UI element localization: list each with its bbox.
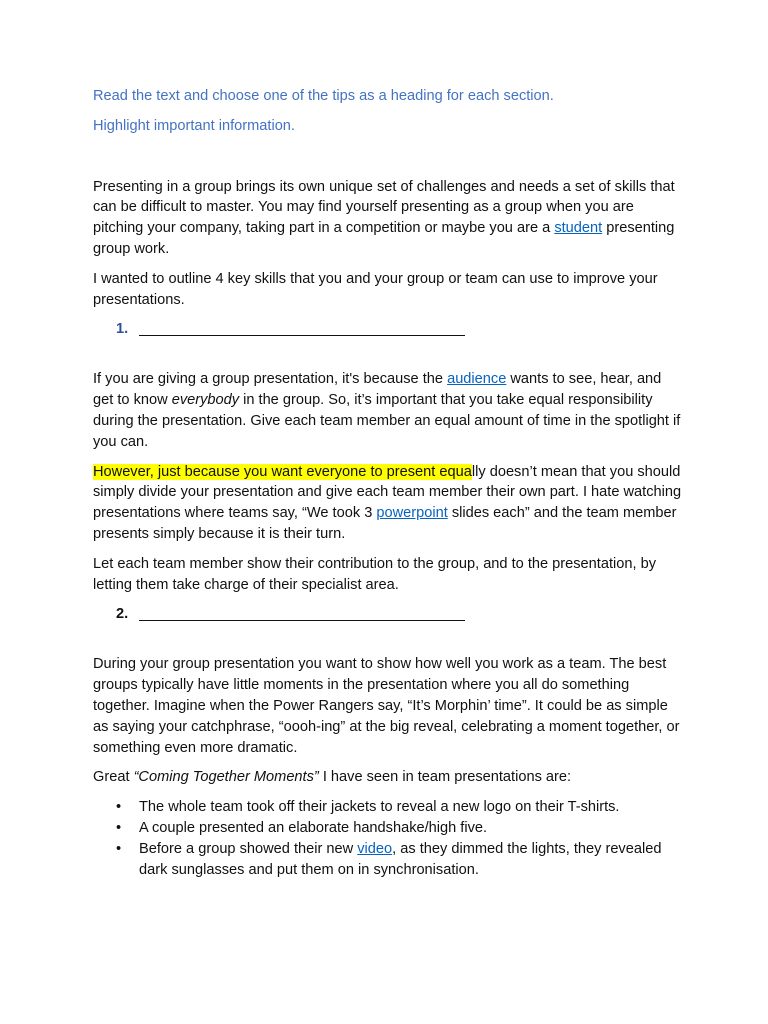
section1-text-a: If you are giving a group presentation, it's because the bbox=[93, 371, 448, 388]
document-content bbox=[93, 86, 683, 880]
powerpoint-link[interactable]: powerpoint bbox=[376, 505, 448, 522]
intro-paragraph-1 bbox=[93, 177, 683, 260]
section1-text-d: lly doesn’t mean that you should simply divide your presentation and give each team member their own part. I hate watching presentations where teams say, “We took 3 bbox=[93, 463, 682, 522]
section1-paragraph-1 bbox=[93, 369, 683, 452]
section2-text-a: Great bbox=[93, 769, 134, 786]
list-item bbox=[93, 818, 683, 839]
bullet-icon: • bbox=[116, 840, 122, 857]
intro-paragraph-2: I wanted to outline 4 key skills that you and your group or team can use to improve your presentations. bbox=[93, 270, 658, 308]
instruction-choose-tips: Read the text and choose one of the tips as a heading for each section. bbox=[93, 88, 554, 104]
list-item-text: A couple presented an elaborate handshake/high five. bbox=[139, 819, 488, 836]
intro-text: Presenting in a group brings its own unique set of challenges and needs a set of skills that can be difficult to master. You may find yourself presenting as a group when you are pitching your company, taking part in a competition or maybe you are a bbox=[93, 178, 675, 237]
section2-paragraph-2 bbox=[93, 767, 683, 788]
list-item-text: Before a group showed their new bbox=[139, 840, 358, 857]
list-item-text: The whole team took off their jackets to reveal a new logo on their T-shirts. bbox=[139, 799, 620, 816]
section1-paragraph-2 bbox=[93, 462, 683, 545]
section1-text-b: wants to see, hear, and get to know bbox=[93, 371, 662, 409]
section1-paragraph-3: Let each team member show their contribution to the group, and to the presentation, by letting them take charge of their specialist area. bbox=[93, 555, 657, 593]
section2-text-b: I have seen in team presentations are: bbox=[318, 769, 572, 786]
list-item bbox=[93, 839, 683, 881]
list-item bbox=[93, 797, 683, 818]
intro-text-end: presenting group work. bbox=[93, 220, 675, 257]
student-link[interactable]: student bbox=[554, 220, 603, 237]
section1-text-e: slides each” and the team member presents simply because it is their turn. bbox=[93, 505, 677, 542]
section1-text-c: in the group. So, it’s important that you take equal responsibility during the presentation. Give each team member an equal amount of time in the spotlight if you can. bbox=[93, 392, 681, 450]
section2-paragraph-1: During your group presentation you want to show how well you work as a team. The best groups typically have little moments in the presentation where you all do something together. Imagine when the Power Rangers say, “It’s Morphin’ time”. It could be as simple as saying your catchphrase, “oooh-ing” at the big reveal, celebrating a moment together, or something even more dramatic. bbox=[93, 656, 680, 756]
gap-blank-line-1[interactable] bbox=[139, 335, 465, 336]
emphasis-everybody: everybody bbox=[171, 392, 240, 409]
list-item-text-end: , as they dimmed the lights, they revealed dark sunglasses and put them on in synchronisation. bbox=[139, 840, 662, 878]
gap-number-2: 2. bbox=[116, 606, 129, 623]
instruction-highlight: Highlight important information. bbox=[93, 117, 295, 134]
emphasis-coming-together: “Coming Together Moments” bbox=[133, 769, 319, 786]
tips-list bbox=[93, 797, 683, 880]
heading-gap-1 bbox=[93, 319, 683, 341]
gap-blank-line-2[interactable] bbox=[139, 620, 465, 621]
video-link[interactable]: video bbox=[357, 840, 393, 857]
highlighted-text: However, just because you want everyone to present equa bbox=[93, 463, 472, 480]
bullet-icon: • bbox=[116, 799, 122, 816]
bullet-icon: • bbox=[116, 819, 122, 836]
gap-number-1: 1. bbox=[116, 321, 129, 338]
audience-link[interactable]: audience bbox=[447, 371, 507, 388]
heading-gap-2 bbox=[93, 604, 683, 626]
